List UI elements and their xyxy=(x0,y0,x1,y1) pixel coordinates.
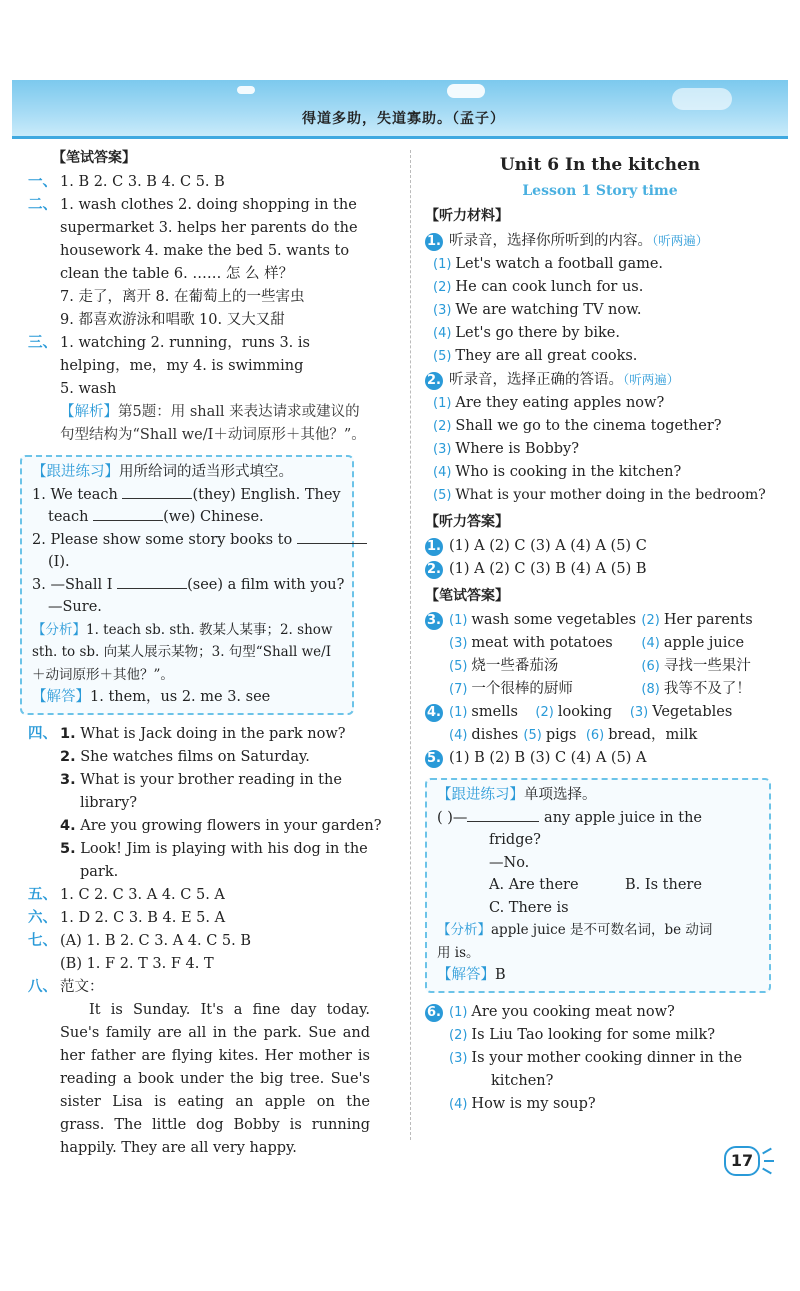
section-7: 七、 (A) 1. B 2. C 3. A 4. C 5. B (B) 1. F 2. T 3. F 4. T xyxy=(28,932,252,972)
listening-question-1: 1. 听录音，选择你所听到的内容。（听两遍） (1) Let's watch a football game. (2) He can cook lunch for us. (3) We are watching TV now. (4) Let's go there by bike. (5) They are all great cooks. xyxy=(427,233,709,364)
right-column xyxy=(425,145,775,1116)
follow-practice-box-right: 【跟进练习】单项选择。 ( )— any apple juice in the fridge? —No. A. Are there B. Is there C. There is 【分析】apple juice 是不可数名词，be 动词 用 is。 【解答】B xyxy=(425,778,771,993)
section-2: 二、 1. wash clothes 2. doing shopping in the supermarket 3. helps her parents do the housework 4. make the bed 5. wants to clean the table 6. …… 怎 么 样？ 7. 走了，离开 8. 在葡萄上的一些害虫 9. 都喜欢游泳和唱歌 10. 又大又甜 xyxy=(28,197,358,328)
section-8: 八、 范文： It is Sunday. It's a fine day today. Sue's family are all in the park. Sue and her father are flying kites. Her mother is reading a book under the big tree. Sue's sister Lisa is eating an apple on the grass. The little dog Bobby is running happily. They are all very happy. xyxy=(28,976,400,1160)
page-tick-decoration xyxy=(762,1168,772,1175)
model-essay: It is Sunday. It's a fine day today. Sue's family are all in the park. Sue and her father are flying kites. Her mother is reading a book under the big tree. Sue's sister Lisa is eating an apple on the grass. The little dog Bobby is running happily. They are all very happy. xyxy=(60,1001,370,1156)
section-1: 一、 1. B 2. C 3. B 4. C 5. B xyxy=(28,174,225,190)
cloud-decoration xyxy=(237,86,255,94)
fill-blank[interactable] xyxy=(122,484,192,499)
listening-answer-1: 1. (1) A (2) C (3) A (4) A (5) C xyxy=(427,538,647,554)
follow-practice-box: 【跟进练习】用所给词的适当形式填空。 1. We teach (they) English. They teach (we) Chinese. 2. Please show some story books to (I). 3. —Shall I (see) a film with you? —Sure. 【分析】1. teach sb. sth. 教某人某事；2. show sth. to sb. 向某人展示某物；3. 句型“Shall we/I ＋动词原形＋其他？”。 【解答】1. them，us 2. me 3. see xyxy=(20,455,354,715)
page-number: 17 xyxy=(724,1146,760,1176)
written-answer-3: 3. (1) wash some vegetables (2) Her parents (3) meat with potatoes (4) apple juice (5) 烧一些番茄汤 (6) 寻找一些果汁 (7) 一个很棒的厨师 (8) 我等不及了！ xyxy=(427,612,753,697)
fill-blank[interactable] xyxy=(93,506,163,521)
option-b: B. Is there xyxy=(625,877,702,893)
section-3: 三、 1. watching 2. running，runs 3. is helping，me，my 4. is swimming 5. wash xyxy=(28,335,310,397)
listening-material-header: 【听力材料】 xyxy=(425,208,509,224)
written-answer-6: 6. (1) Are you cooking meat now? (2) Is Liu Tao looking for some milk? (3) Is your mother cooking dinner in the kitchen? (4) How is my soup? xyxy=(427,1003,743,1112)
listening-question-2: 2. 听录音，选择正确的答语。（听两遍） (1) Are they eating apples now? (2) Shall we go to the cinema together? (3) Where is Bobby? (4) Who is cooking in the kitchen? (5) What is your mother doing in the bedroom? xyxy=(427,372,766,503)
header-banner xyxy=(12,80,788,139)
left-column xyxy=(28,145,400,1160)
option-c: C. There is xyxy=(489,899,569,916)
cloud-decoration xyxy=(672,88,732,110)
fill-blank[interactable] xyxy=(117,574,187,589)
lesson-title: Lesson 1 Story time xyxy=(522,183,678,199)
fill-blank[interactable] xyxy=(467,807,539,822)
section-4: 四、 1. What is Jack doing in the park now? 2. She watches films on Saturday. 3. What is your brother reading in the library? 4. Are you growing flowers in your garden? 5. Look! Jim is playing with his dog in the park. xyxy=(28,725,382,880)
column-divider xyxy=(410,150,411,1140)
listening-answer-2: 2. (1) A (2) C (3) B (4) A (5) B xyxy=(427,561,647,577)
page-tick-decoration xyxy=(762,1148,772,1155)
unit-title: Unit 6 In the kitchen xyxy=(499,155,701,175)
analysis-note: 【解析】第5题：用 shall 来表达请求或建议的 句型结构为“Shall we/I＋动词原形＋其他？”。 xyxy=(60,404,366,443)
section-5: 五、 1. C 2. C 3. A 4. C 5. A xyxy=(28,886,225,903)
fill-blank[interactable] xyxy=(297,529,367,544)
cloud-decoration xyxy=(447,84,485,98)
section-6: 六、 1. D 2. C 3. B 4. E 5. A xyxy=(28,909,226,926)
written-answers-header-right: 【笔试答案】 xyxy=(425,588,509,604)
written-answer-5: 5. (1) B (2) B (3) C (4) A (5) A xyxy=(427,750,647,766)
page-tick-decoration xyxy=(764,1160,774,1162)
written-answer-4: 4. (1) smells (2) looking (3) Vegetables (4) dishes (5) pigs (6) bread，milk xyxy=(427,704,733,743)
header-motto: 得道多助，失道寡助。（孟子） xyxy=(302,111,505,127)
option-a: A. Are there xyxy=(489,877,579,893)
listening-answers-header: 【听力答案】 xyxy=(425,514,509,530)
question-number: 1. xyxy=(425,233,443,251)
written-answers-header: 【笔试答案】 xyxy=(52,150,136,166)
question-number: 2. xyxy=(425,372,443,390)
